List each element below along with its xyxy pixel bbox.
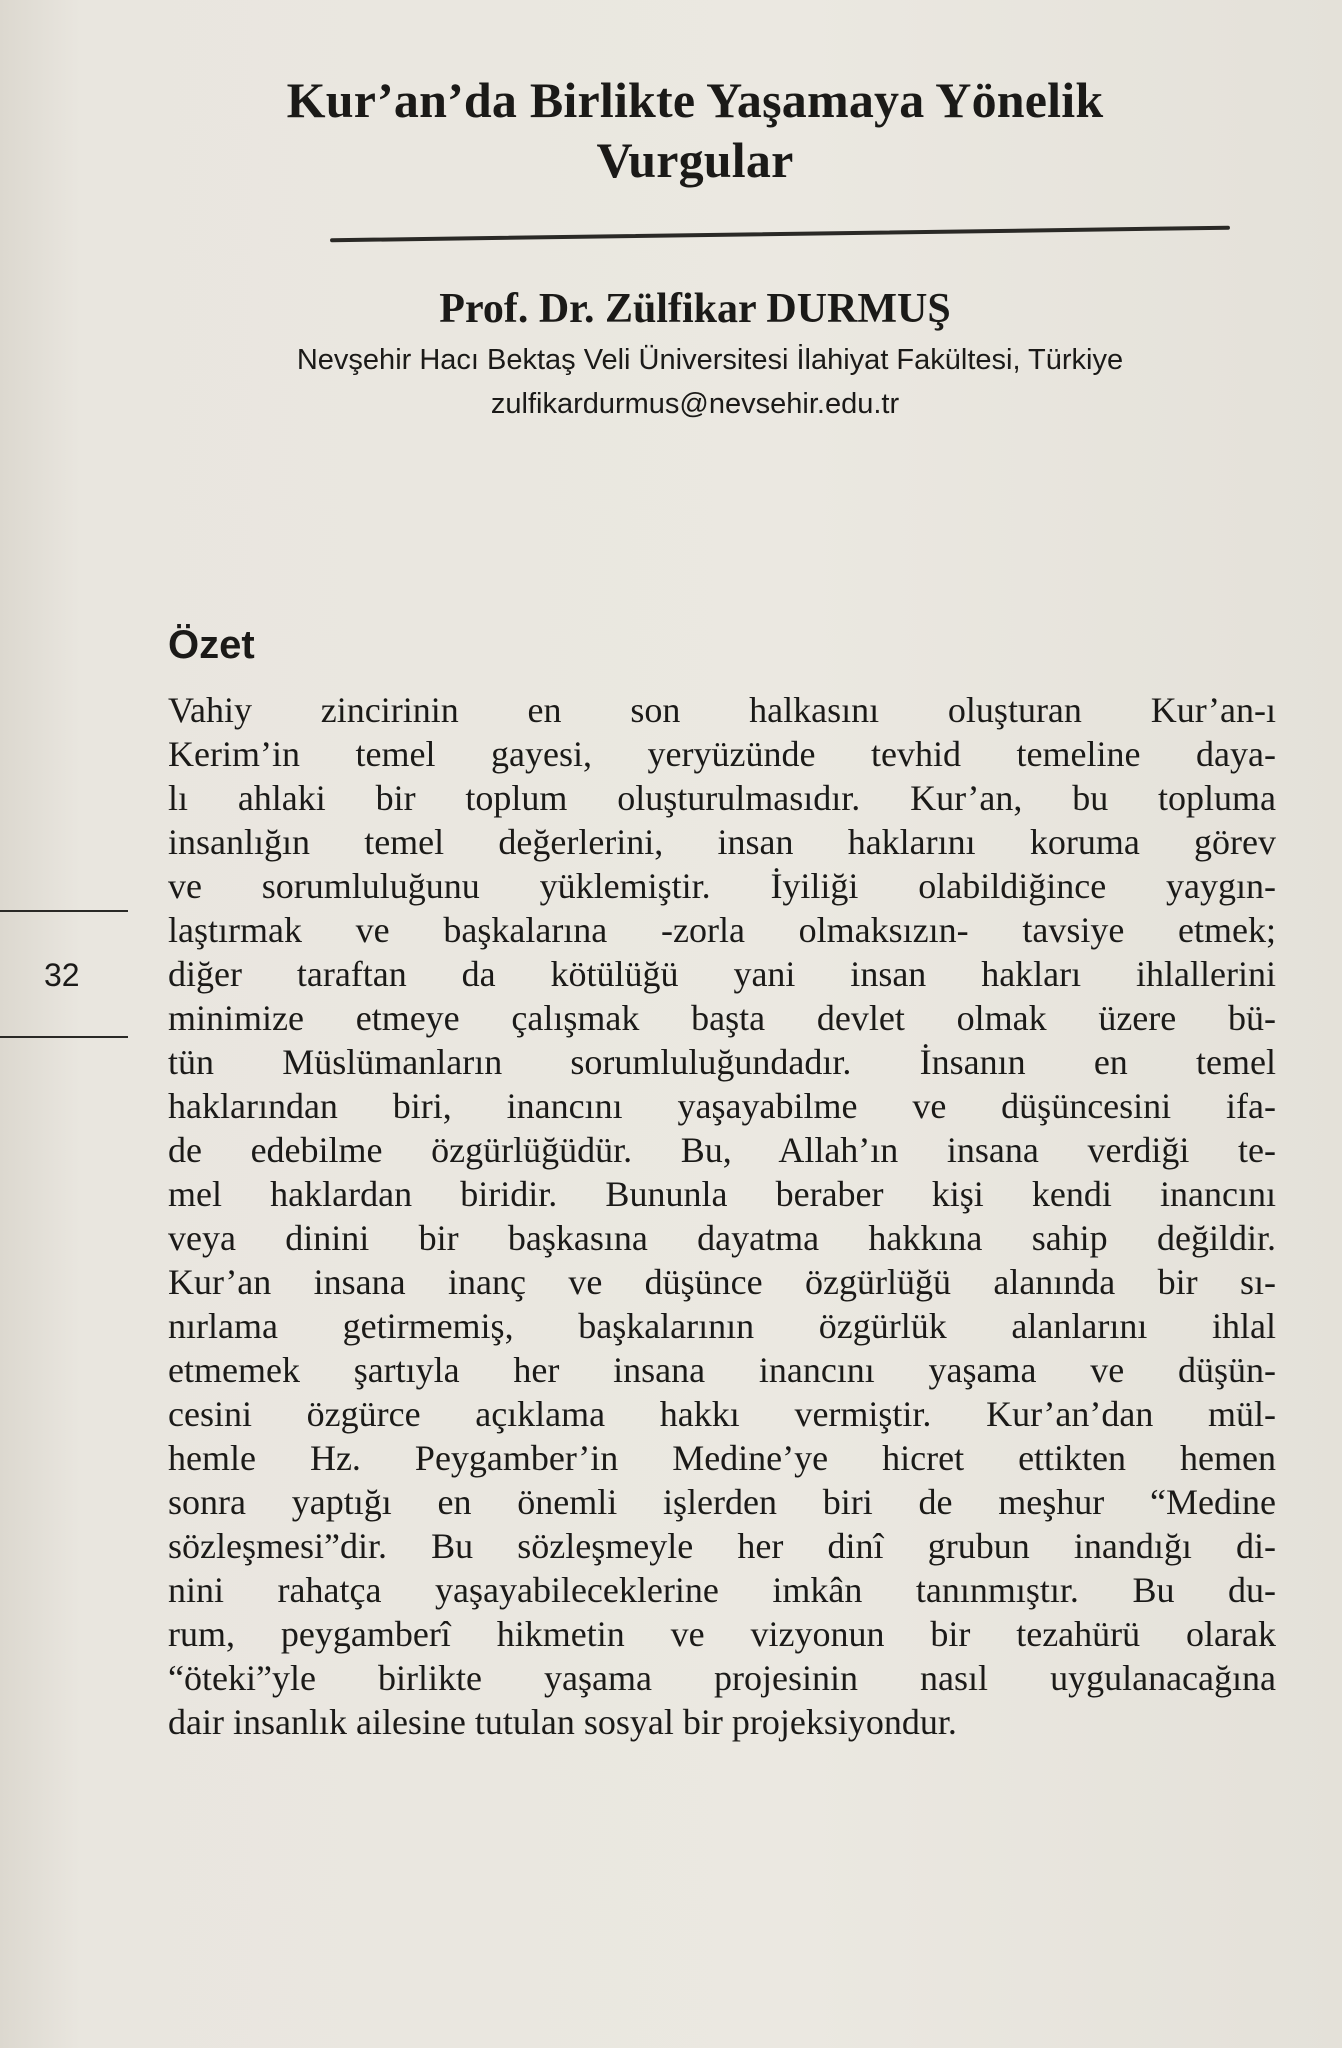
margin-rule-bottom [0,1036,128,1038]
abstract-line: de edebilme özgürlüğüdür. Bu, Allah’ın insana verdiği te- [168,1130,1276,1170]
abstract-line: minimize etmeye çalışmak başta devlet olmak üzere bü- [168,998,1276,1038]
title-divider [330,226,1230,243]
author-email: zulfikardurmus@nevsehir.edu.tr [490,388,900,420]
abstract-line: veya dinini bir başkasına dayatma hakkına sahip değildir. [168,1218,1276,1258]
abstract-line: dair insanlık ailesine tutulan sosyal bir projeksiyondur. [168,1702,957,1742]
abstract-line: lı ahlaki bir toplum oluşturulmasıdır. Kur’an, bu topluma [168,778,1276,818]
abstract-line: hemle Hz. Peygamber’in Medine’ye hicret ettikten hemen [168,1438,1276,1478]
page-number: 32 [44,957,80,993]
title-line-1: Kur’an’da Birlikte Yaşamaya Yönelik [286,72,1104,128]
abstract-line: “öteki”yle birlikte yaşama projesinin nasıl uygulanacağına [168,1658,1276,1698]
abstract-body [168,688,1276,1744]
abstract-line: sözleşmesi”dir. Bu sözleşmeyle her dinî grubun inandığı di- [168,1526,1276,1566]
abstract-line: mel haklardan biridir. Bununla beraber kişi kendi inancını [168,1174,1276,1214]
abstract-line: insanlığın temel değerlerini, insan haklarını koruma görev [168,822,1276,862]
abstract-line: Kur’an insana inanç ve düşünce özgürlüğü alanında bir sı- [168,1262,1276,1302]
abstract-line: Vahiy zincirinin en son halkasını oluşturan Kur’an-ı [168,690,1276,730]
abstract-line: cesini özgürce açıklama hakkı vermiştir. Kur’an’dan mül- [168,1394,1276,1434]
abstract-line: sonra yaptığı en önemli işlerden biri de meşhur “Medine [168,1482,1276,1522]
article-title [200,70,1190,190]
author-affiliation: Nevşehir Hacı Bektaş Veli Üniversitesi İlahiyat Fakültesi, Türkiye [296,344,1124,376]
abstract-line: haklarından biri, inancını yaşayabilme ve düşüncesini ifa- [168,1086,1276,1126]
abstract-line: etmemek şartıyla her insana inancını yaşama ve düşün- [168,1350,1276,1390]
title-line-2: Vurgular [596,132,794,188]
abstract-line: nırlama getirmemiş, başkalarının özgürlük alanlarını ihlal [168,1306,1276,1346]
abstract-line: laştırmak ve başkalarına -zorla olmaksızın- tavsiye etmek; [168,910,1276,950]
abstract-line: rum, peygamberî hikmetin ve vizyonun bir tezahürü olarak [168,1614,1276,1654]
abstract-line: diğer taraftan da kötülüğü yani insan hakları ihlallerini [168,954,1276,994]
section-heading: Özet [168,623,255,667]
abstract-line: ve sorumluluğunu yüklemiştir. İyiliği olabildiğince yaygın- [168,866,1276,906]
margin-rule-top [0,910,128,912]
abstract-line: nini rahatça yaşayabileceklerine imkân tanınmıştır. Bu du- [168,1570,1276,1610]
abstract-line: Kerim’in temel gayesi, yeryüzünde tevhid temeline daya- [168,734,1276,774]
author-name: Prof. Dr. Zülfikar DURMUŞ [439,286,951,332]
abstract-line: tün Müslümanların sorumluluğundadır. İnsanın en temel [168,1042,1276,1082]
